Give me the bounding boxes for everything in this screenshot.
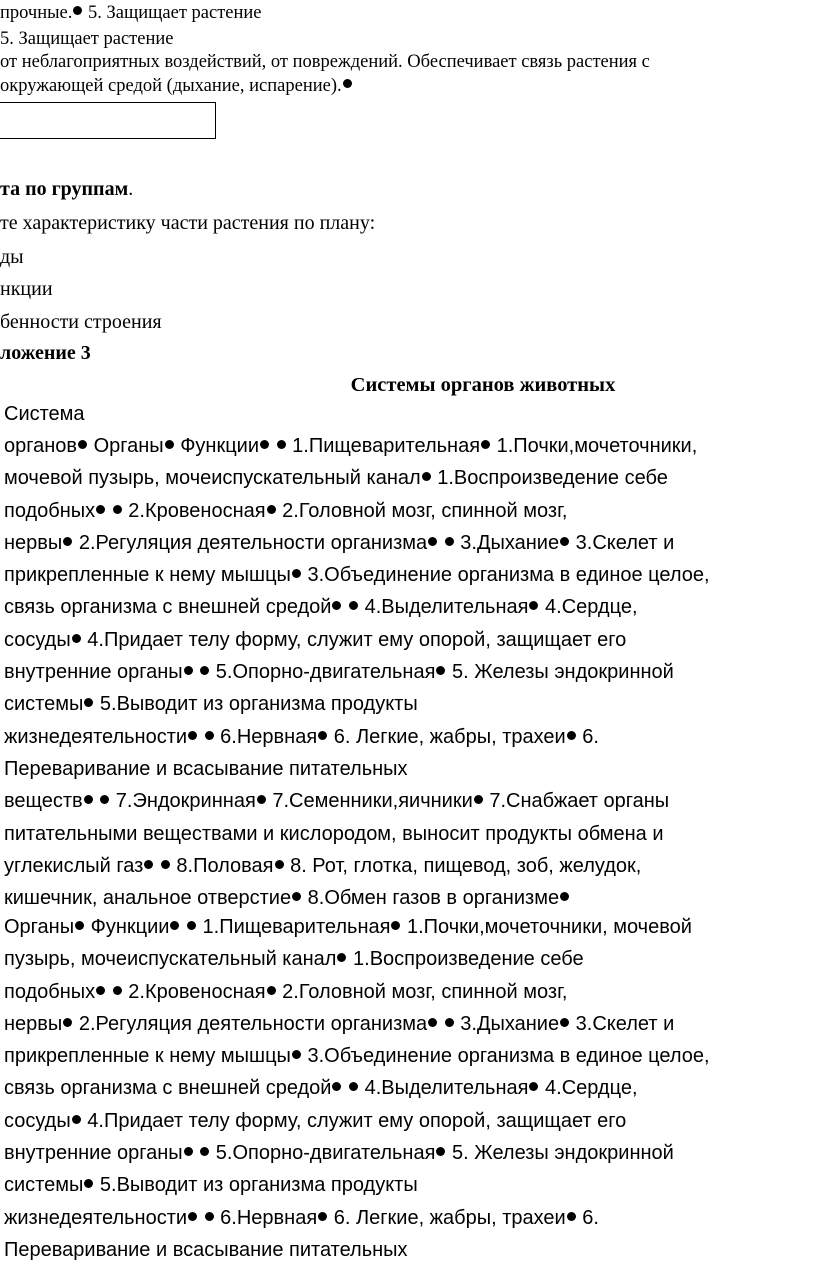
table-text-line: внутренние органы 5.Опорно-двигательная 5. Железы эндокринной — [4, 1142, 674, 1165]
bullet-mark — [84, 1179, 93, 1188]
bullet-mark — [428, 537, 437, 546]
bullet-mark — [318, 1212, 327, 1221]
bullet-mark — [349, 1082, 358, 1091]
bullet-mark — [428, 1018, 437, 1027]
bullet-mark — [200, 1147, 209, 1156]
bullet-mark — [337, 953, 346, 962]
bullet-mark — [391, 921, 400, 930]
bullet-mark — [187, 921, 196, 930]
bullet-mark — [100, 795, 109, 804]
bullet-mark — [436, 666, 445, 675]
bullet-mark — [267, 986, 276, 995]
table-text-line: мочевой пузырь, мочеиспускательный канал 1.Воспроизведение себе — [4, 467, 668, 490]
bullet-mark — [75, 921, 84, 930]
bullet-mark — [560, 537, 569, 546]
bullet-mark — [165, 440, 174, 449]
table-text-line: связь организма с внешней средой 4.Выделительная 4.Сердце, — [4, 596, 638, 619]
table-text-line: Переваривание и всасывание питательных — [4, 1238, 408, 1261]
plan-item-1: ды — [0, 246, 24, 268]
table-lines — [4, 430, 804, 914]
table-lines — [4, 911, 804, 1266]
table-text-line: нервы 2.Регуляция деятельности организма 3.Дыхание 3.Скелет и — [4, 531, 675, 554]
empty-text-box — [0, 102, 216, 139]
table-text-line: жизнедеятельности 6.Нервная 6. Легкие, жабры, трахеи 6. — [4, 1206, 599, 1229]
organ-systems-table-flattened — [4, 398, 804, 914]
bullet-mark — [78, 440, 87, 449]
table-text-line: пузырь, мочеиспускательный канал 1.Воспроизведение себе — [4, 948, 584, 971]
document-title: Системы органов животных — [350, 374, 616, 396]
bullet-mark — [481, 440, 490, 449]
table-text-line: подобных 2.Кровеносная 2.Головной мозг, спинной мозг, — [4, 499, 568, 522]
bullet-mark — [292, 569, 301, 578]
bullet-mark — [63, 537, 72, 546]
bullet-mark — [560, 892, 569, 901]
bullet-mark — [422, 472, 431, 481]
bullet-mark — [260, 440, 269, 449]
organ-systems-table-repeat — [4, 911, 804, 1266]
table-text-line: углекислый газ 8.Половая 8. Рот, глотка, пищевод, зоб, желудок, — [4, 854, 642, 877]
bullet-mark — [113, 505, 122, 514]
table-text-line: веществ 7.Эндокринная 7.Семенники,яичники 7.Снабжает органы — [4, 790, 670, 813]
table-text-line: связь организма с внешней средой 4.Выделительная 4.Сердце, — [4, 1077, 638, 1100]
bullet-mark — [292, 1050, 301, 1059]
table-text-line: сосуды 4.Придает телу форму, служит ему опорой, защищает его — [4, 628, 627, 651]
bullet-mark — [144, 860, 153, 869]
bullet-mark — [292, 892, 301, 901]
bullet-mark — [332, 1082, 341, 1091]
bullet-mark — [84, 698, 93, 707]
bullet-mark — [445, 537, 454, 546]
appendix-label: ложение 3 — [0, 342, 91, 364]
table-text-line: органов Органы Функции 1.Пищеварительная 1.Почки,мочеточники, — [4, 435, 698, 457]
bullet-mark — [267, 505, 276, 514]
bullet-mark — [73, 6, 82, 15]
bullet-mark — [72, 1115, 81, 1124]
bullet-mark — [318, 731, 327, 740]
bullet-mark — [205, 1212, 214, 1221]
bullet-mark — [96, 505, 105, 514]
plan-item-3: бенности строения — [0, 311, 162, 333]
table-text-line: жизнедеятельности 6.Нервная 6. Легкие, жабры, трахеи 6. — [4, 725, 599, 748]
group-work-heading: та по группам. — [0, 178, 134, 200]
table-text-line: подобных 2.Кровеносная 2.Головной мозг, спинной мозг, — [4, 980, 568, 1003]
bullet-mark — [205, 731, 214, 740]
table-text-line: прикрепленные к нему мышцы 3.Объединение организма в единое целое, — [4, 1045, 710, 1068]
fragment-line-3: от неблагоприятных воздействий, от повреждений. Обеспечивает связь растения с — [0, 52, 650, 72]
bullet-mark — [170, 921, 179, 930]
system-column-label: Система — [4, 403, 85, 425]
bullet-mark — [257, 795, 266, 804]
table-text-line: нервы 2.Регуляция деятельности организма 3.Дыхание 3.Скелет и — [4, 1012, 675, 1035]
table-text-line: системы 5.Выводит из организма продукты — [4, 693, 418, 716]
bullet-mark — [277, 440, 286, 449]
table-text-line: Переваривание и всасывание питательных — [4, 757, 408, 780]
bullet-mark — [349, 601, 358, 610]
bullet-mark — [567, 1212, 576, 1221]
bullet-mark — [184, 1147, 193, 1156]
table-text-line: Органы Функции 1.Пищеварительная 1.Почки,мочеточники, мочевой — [4, 916, 692, 938]
bullet-mark — [560, 1018, 569, 1027]
bullet-mark — [275, 860, 284, 869]
bullet-mark — [445, 1018, 454, 1027]
bullet-mark — [529, 1082, 538, 1091]
bullet-mark — [84, 795, 93, 804]
table-text-line: кишечник, анальное отверстие 8.Обмен газов в организме — [4, 882, 804, 914]
bullet-mark — [184, 666, 193, 675]
table-text-line: системы 5.Выводит из организма продукты — [4, 1174, 418, 1197]
bullet-mark — [161, 860, 170, 869]
bullet-mark — [96, 986, 105, 995]
bullet-mark — [72, 634, 81, 643]
table-text-line: питательными веществами и кислородом, выносит продукты обмена и — [4, 822, 664, 845]
bullet-mark — [63, 1018, 72, 1027]
bullet-mark — [529, 601, 538, 610]
bullet-mark — [188, 1212, 197, 1221]
table-text-line: внутренние органы 5.Опорно-двигательная 5. Железы эндокринной — [4, 661, 674, 684]
bullet-mark — [474, 795, 483, 804]
bullet-mark — [332, 601, 341, 610]
bullet-mark — [343, 79, 352, 88]
bullet-mark — [436, 1147, 445, 1156]
bullet-mark — [567, 731, 576, 740]
bullet-mark — [200, 666, 209, 675]
table-text-line: сосуды 4.Придает телу форму, служит ему опорой, защищает его — [4, 1109, 627, 1132]
fragment-line-1: прочные. 5. Защищает растение — [0, 3, 262, 23]
fragment-line-4: окружающей средой (дыхание, испарение). — [0, 75, 353, 97]
bullet-mark — [113, 986, 122, 995]
task-instruction: те характеристику части растения по плану: — [0, 212, 376, 234]
bullet-mark — [188, 731, 197, 740]
fragment-line-2: 5. Защищает растение — [0, 29, 174, 49]
table-text-line: прикрепленные к нему мышцы 3.Объединение организма в единое целое, — [4, 564, 710, 587]
plan-item-2: нкции — [0, 278, 53, 300]
